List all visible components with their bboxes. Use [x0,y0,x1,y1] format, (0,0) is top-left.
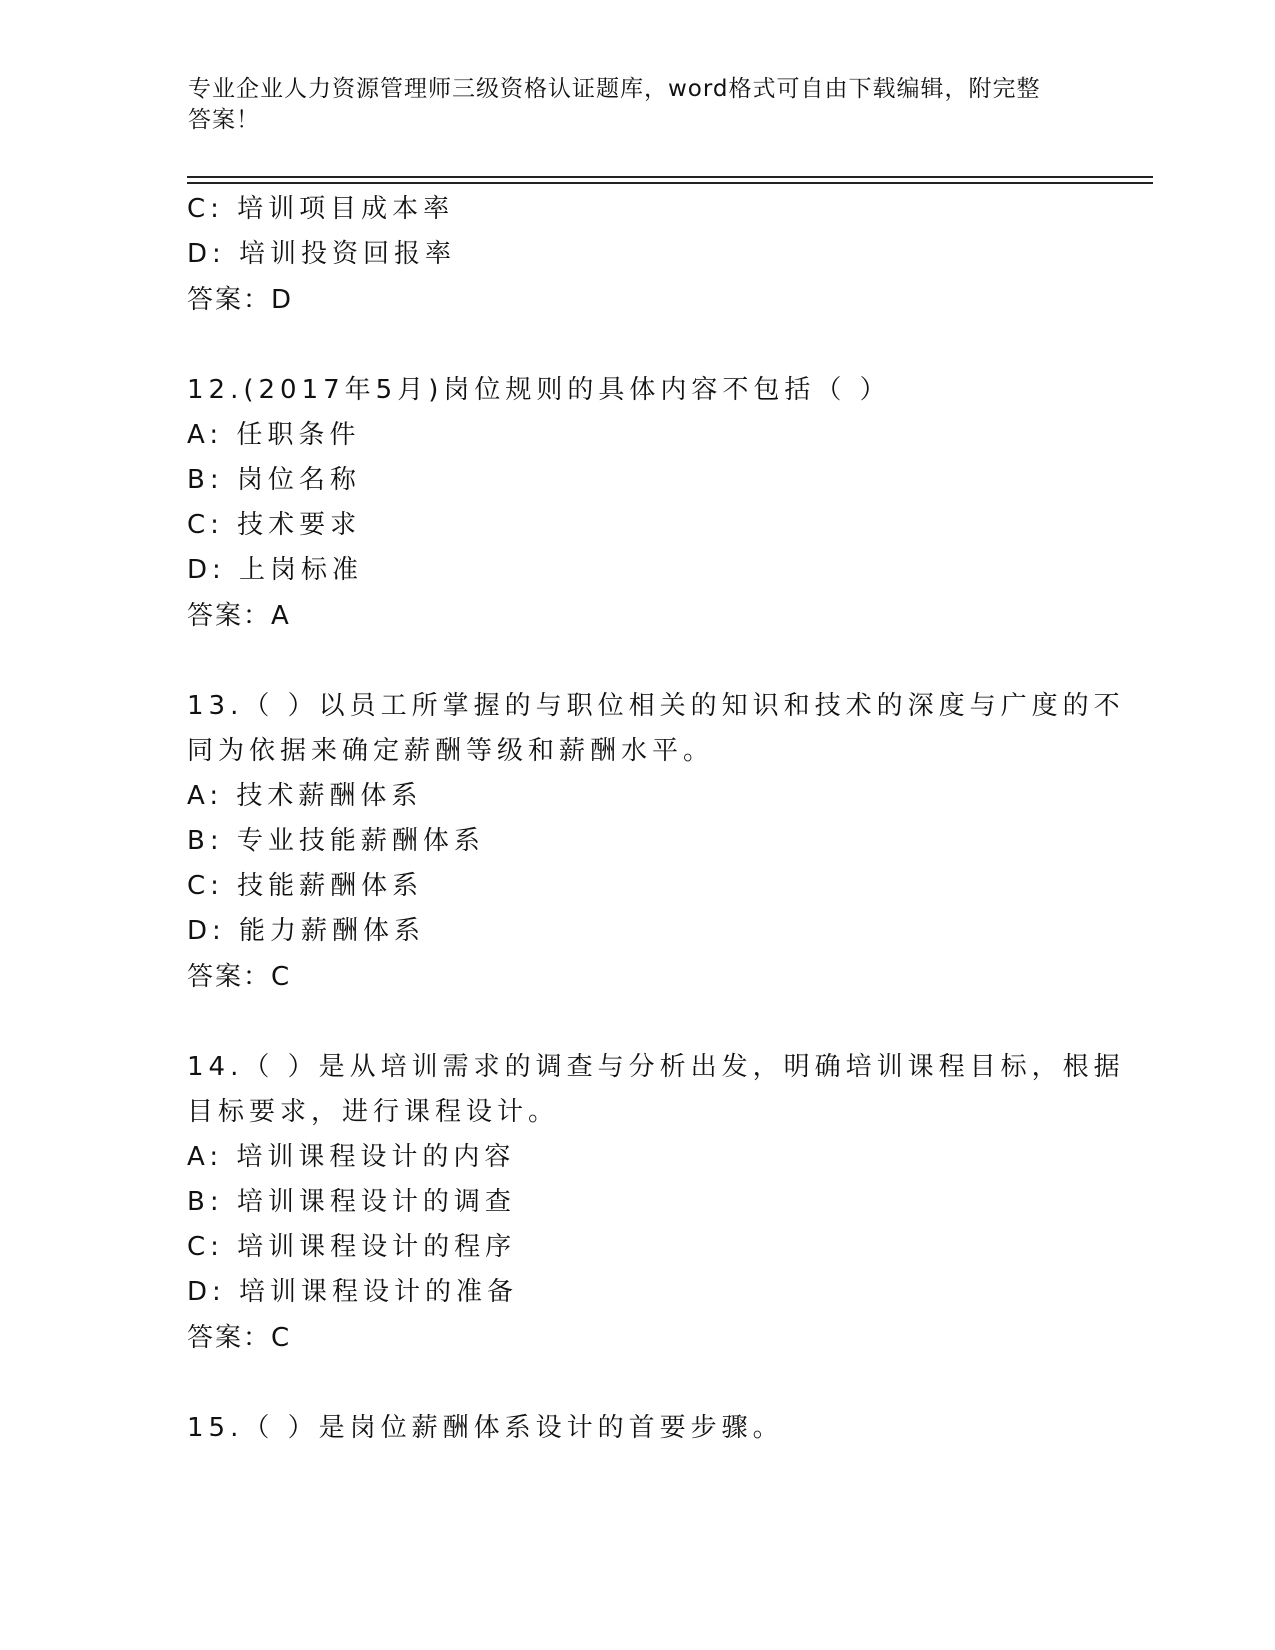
q14-answer: 答案：C [187,1323,292,1353]
page-header [188,74,1068,136]
q12-option-a: A: 任职条件 [187,420,361,450]
q13-option-b: B: 专业技能薪酬体系 [187,826,485,856]
header-text-line1: 专业企业人力资源管理师三级资格认证题库，word格式可自由下载编辑，附完整 [188,76,1041,102]
q13-option-c: C: 技能薪酬体系 [187,871,424,901]
prev-option-c: C: 培训项目成本率 [187,194,455,224]
q14-stem-line1: 14.（ ）是从培训需求的调查与分析出发，明确培训课程目标，根据 [187,1052,1125,1082]
q12-option-d: D: 上岗标准 [187,555,364,585]
q15-stem: 15.（ ）是岗位薪酬体系设计的首要步骤。 [187,1413,784,1443]
q13-option-d: D: 能力薪酬体系 [187,916,426,946]
q13-option-a: A: 技术薪酬体系 [187,781,423,811]
prev-option-d: D: 培训投资回报率 [187,239,457,269]
q13-stem-line2: 同为依据来确定薪酬等级和薪酬水平。 [187,736,715,766]
header-divider-bottom [187,182,1153,184]
q14-option-b: B: 培训课程设计的调查 [187,1187,516,1217]
q14-option-c: C: 培训课程设计的程序 [187,1232,517,1262]
prev-answer: 答案：D [187,285,294,315]
q12-stem: 12.(2017年5月)岗位规则的具体内容不包括（ ） [187,375,891,405]
q12-answer: 答案：A [187,601,291,631]
q12-option-b: B: 岗位名称 [187,465,361,495]
q14-option-a: A: 培训课程设计的内容 [187,1142,516,1172]
header-text-line2: 答案！ [188,107,260,133]
q12-option-c: C: 技术要求 [187,510,362,540]
q13-answer: 答案：C [187,962,292,992]
header-divider-top [187,176,1153,178]
q14-stem-line2: 目标要求，进行课程设计。 [187,1097,560,1127]
q13-stem-line1: 13.（ ）以员工所掌握的与职位相关的知识和技术的深度与广度的不 [187,691,1125,721]
q14-option-d: D: 培训课程设计的准备 [187,1277,519,1307]
